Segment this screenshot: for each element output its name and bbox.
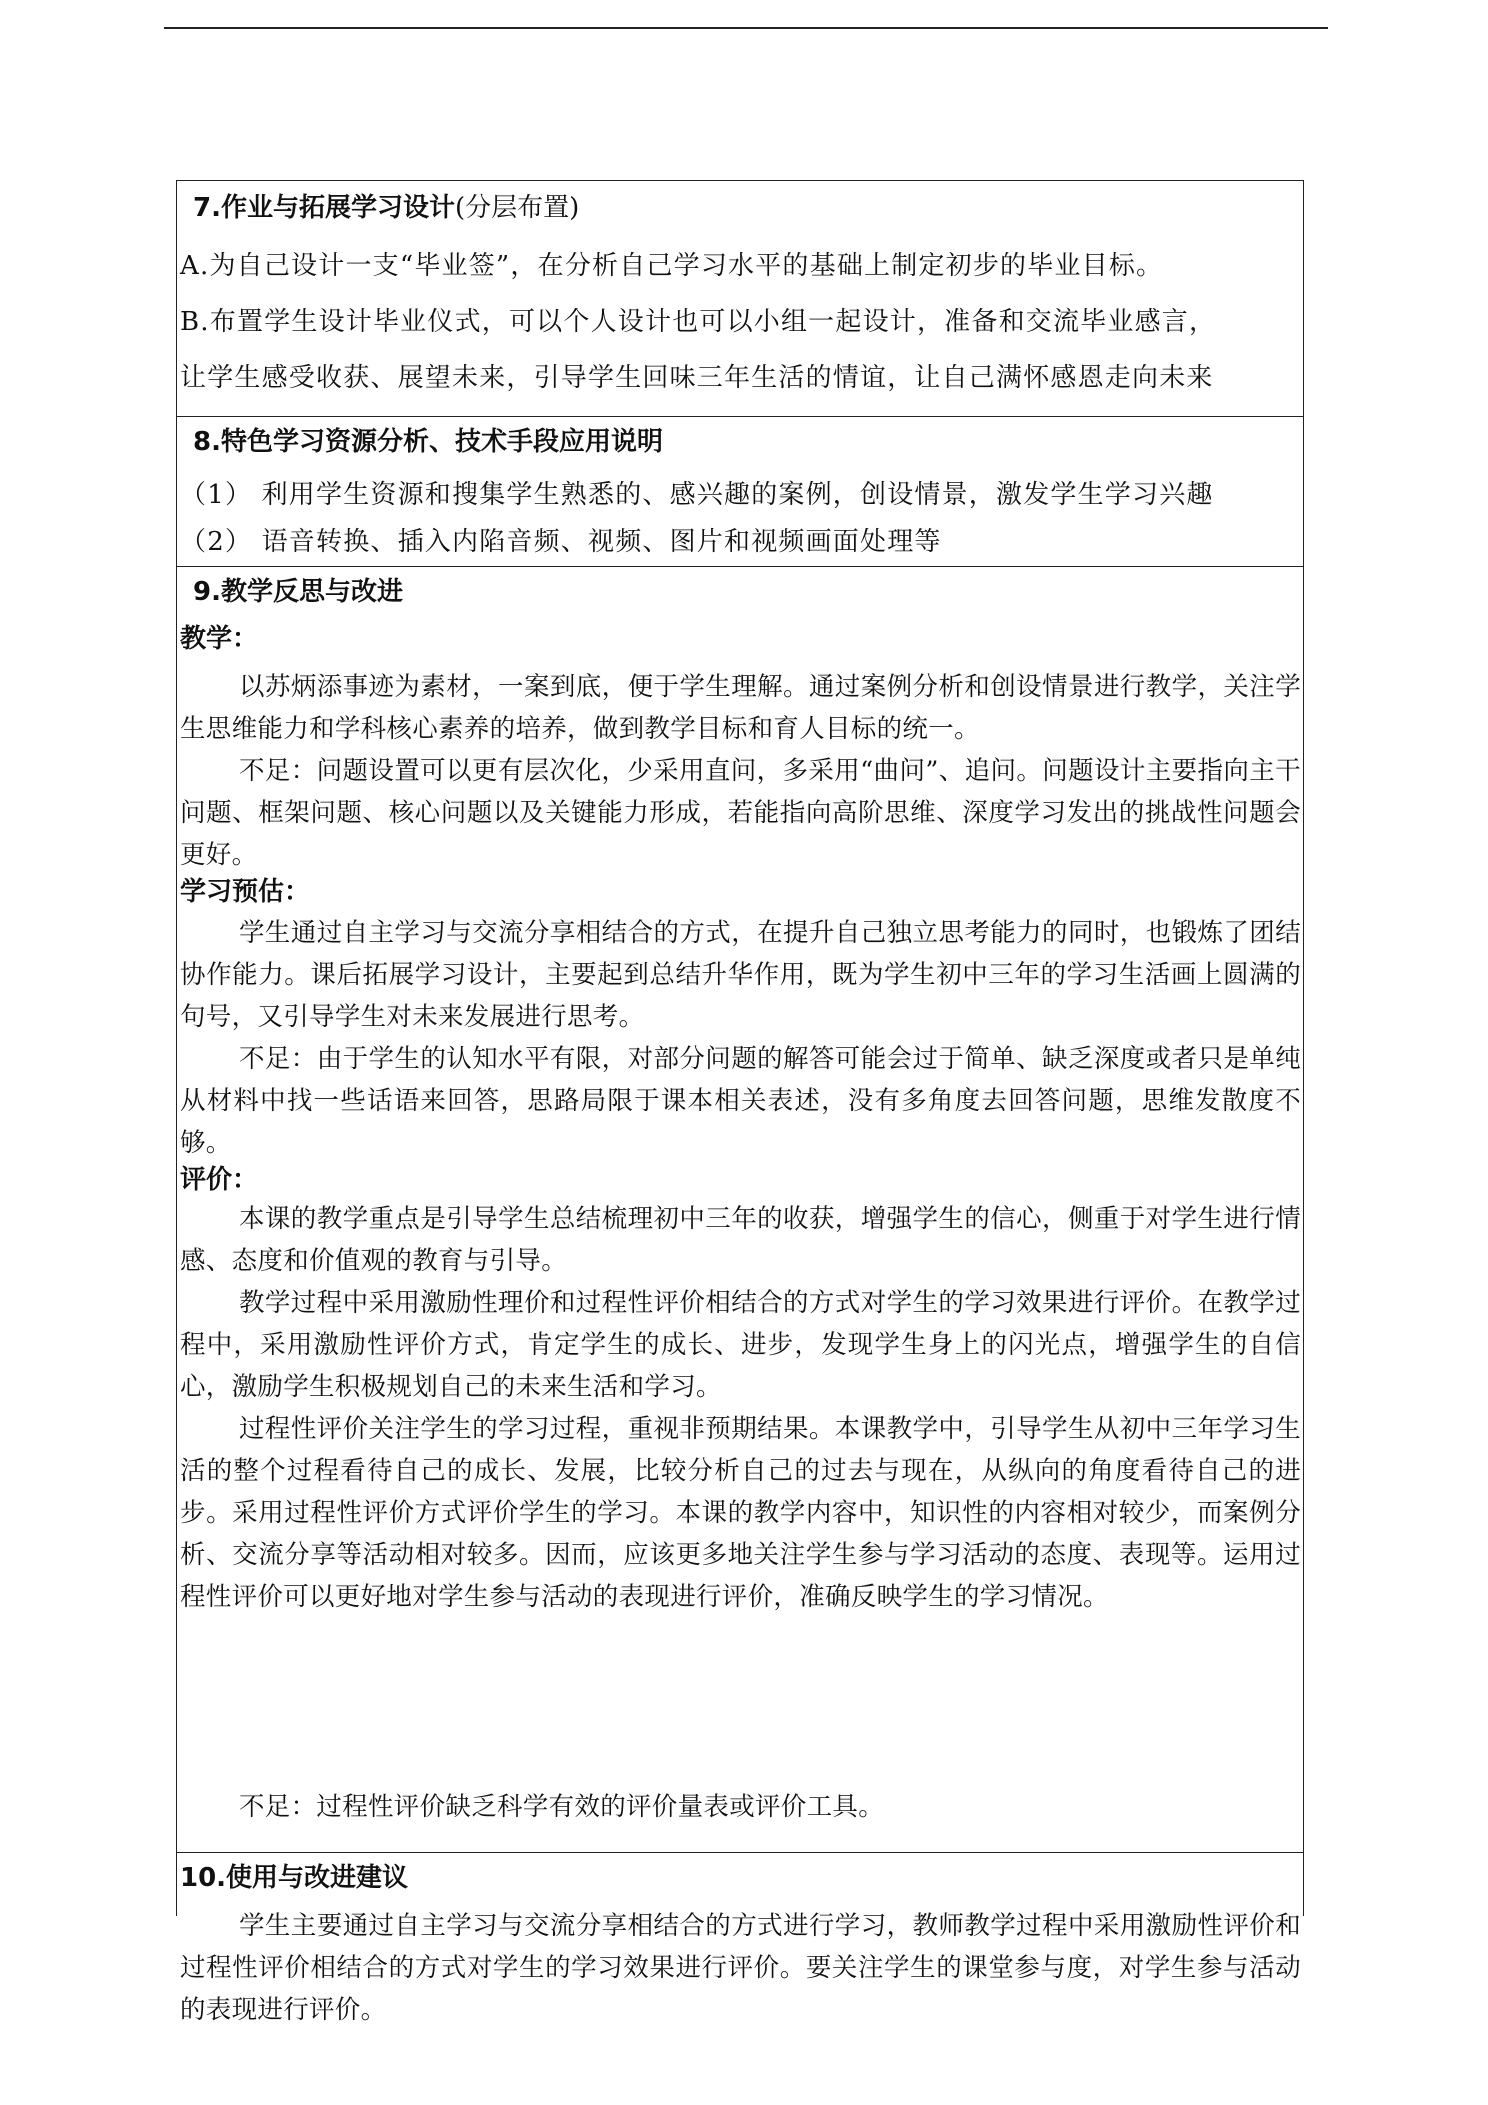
section-8-heading: 8.特色学习资源分析、技术手段应用说明 bbox=[193, 427, 663, 457]
evaluation-paragraph-3: 过程性评价关注学生的学习过程，重视非预期结果。本课教学中，引导学生从初中三年学习生活的整个过程看待自己的成长、发展，比较分析自己的过去与现在，从纵向的角度看待自己的进步。采用过程性评价方式评价学生的学习。本课的教学内容中，知识性的内容相对较少，而案例分析、交流分享等活动相对较多。因而，应该更多地关注学生参与学习活动的态度、表现等。运用过程性评价可以更好地对学生参与活动的表现进行评价，准确反映学生的学习情况。 bbox=[180, 1414, 1301, 1612]
section-10-heading: 10.使用与改进建议 bbox=[180, 1863, 409, 1893]
section-9-heading: 9.教学反思与改进 bbox=[193, 577, 403, 607]
learning-estimate-label: 学习预估： bbox=[180, 877, 311, 907]
section-7-heading: 7.作业与拓展学习设计(分层布置) bbox=[193, 193, 580, 223]
resource-item-2: （2） 语音转换、插入内陷音频、视频、图片和视频画面处理等 bbox=[180, 527, 942, 557]
teaching-label: 教学： bbox=[180, 624, 259, 654]
resource-item-1: （1） 利用学生资源和搜集学生熟悉的、感兴趣的案例，创设情景，激发学生学习兴趣 bbox=[180, 480, 1214, 510]
homework-item-b-line2: 让学生感受收获、展望未来，引导学生回味三年生活的情谊，让自己满怀感恩走向未来 bbox=[180, 363, 1214, 393]
section-resources bbox=[177, 416, 1303, 566]
evaluation-paragraph-4: 不足：过程性评价缺乏科学有效的评价量表或评价工具。 bbox=[239, 1792, 885, 1822]
homework-item-a: A.为自己设计一支“毕业签”，在分析自己学习水平的基础上制定初步的毕业目标。 bbox=[180, 251, 1164, 281]
header-rule bbox=[164, 27, 1328, 29]
lesson-plan-table bbox=[176, 180, 1304, 2025]
learning-paragraph-2: 不足：由于学生的认知水平有限，对部分问题的解答可能会过于简单、缺乏深度或者只是单纯从材料中找一些话语来回答，思路局限于课本相关表述，没有多角度去回答问题，思维发散度不够。 bbox=[180, 1044, 1301, 1158]
section-usage-suggestions bbox=[177, 1852, 1303, 2025]
teaching-paragraph-1: 以苏炳添事迹为素材，一案到底，便于学生理解。通过案例分析和创设情景进行教学，关注学生思维能力和学科核心素养的培养，做到教学目标和育人目标的统一。 bbox=[180, 672, 1301, 744]
section-homework-design bbox=[177, 181, 1303, 416]
section-reflection bbox=[177, 566, 1303, 1852]
homework-item-b-line1: B.布置学生设计毕业仪式，可以个人设计也可以小组一起设计，准备和交流毕业感言， bbox=[180, 307, 1217, 337]
evaluation-paragraph-2: 教学过程中采用激励性理价和过程性评价相结合的方式对学生的学习效果进行评价。在教学过程中，采用激励性评价方式，肯定学生的成长、进步，发现学生身上的闪光点，增强学生的自信心，激励学生积极规划自己的未来生活和学习。 bbox=[180, 1288, 1301, 1402]
learning-paragraph-1: 学生通过自主学习与交流分享相结合的方式，在提升自己独立思考能力的同时，也锻炼了团结协作能力。课后拓展学习设计，主要起到总结升华作用，既为学生初中三年的学习生活画上圆满的句号，又引导学生对未来发展进行思考。 bbox=[180, 918, 1301, 1032]
teaching-paragraph-2: 不足：问题设置可以更有层次化，少采用直问，多采用“曲问”、追问。问题设计主要指向主干问题、框架问题、核心问题以及关键能力形成，若能指向高阶思维、深度学习发出的挑战性问题会更好。 bbox=[180, 756, 1301, 870]
evaluation-label: 评价： bbox=[180, 1165, 259, 1195]
evaluation-paragraph-1: 本课的教学重点是引导学生总结梳理初中三年的收获，增强学生的信心，侧重于对学生进行情感、态度和价值观的教育与引导。 bbox=[180, 1204, 1301, 1276]
usage-paragraph: 学生主要通过自主学习与交流分享相结合的方式进行学习，教师教学过程中采用激励性评价和过程性评价相结合的方式对学生的学习效果进行评价。要关注学生的课堂参与度，对学生参与活动的表现进行评价。 bbox=[180, 1911, 1301, 2025]
